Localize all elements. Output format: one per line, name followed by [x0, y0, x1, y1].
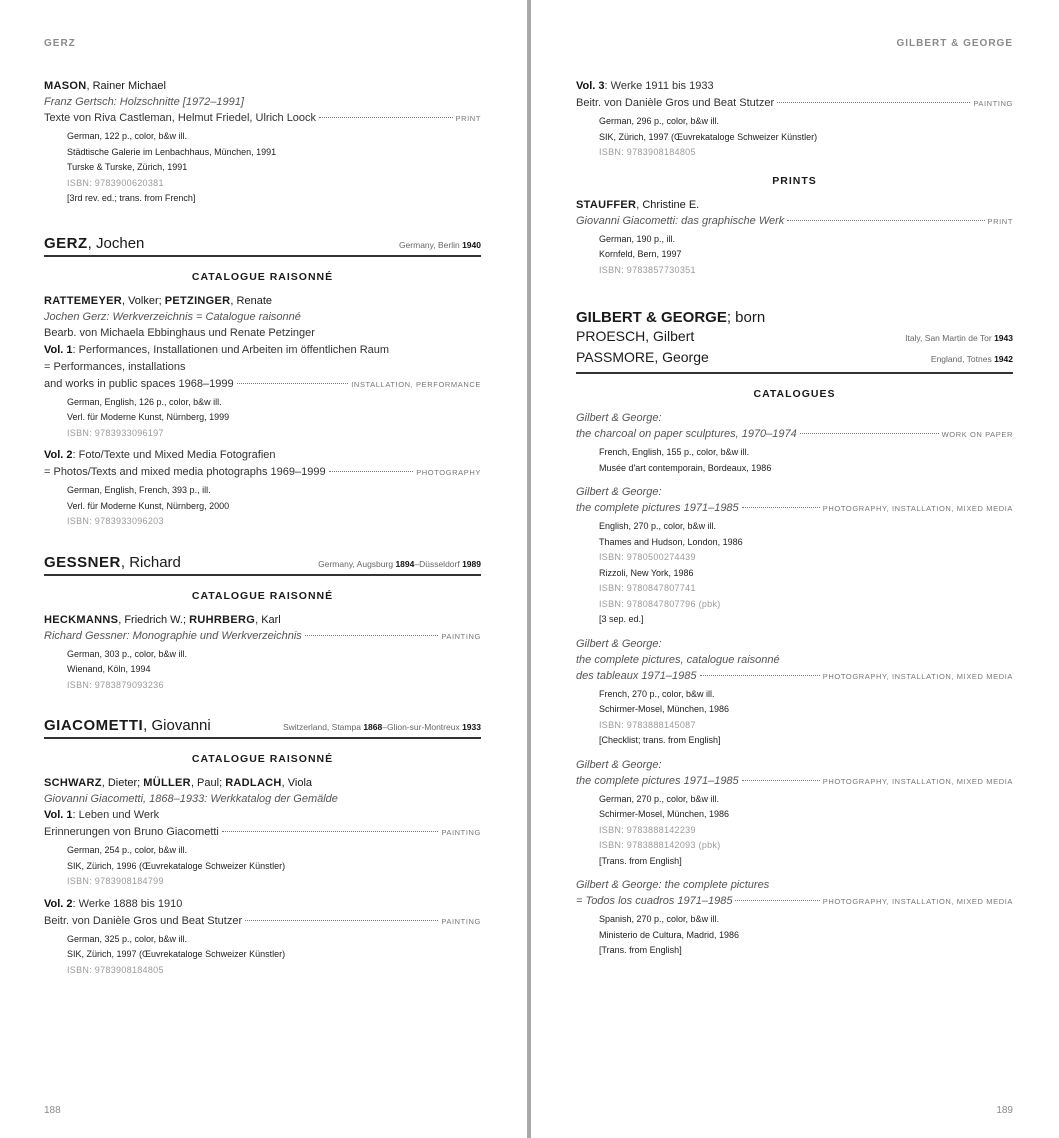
isbn: ISBN: 9783879093236	[67, 679, 164, 690]
left-page	[0, 0, 527, 1138]
entry-details: Spanish, 270 p., color, b&w ill. Ministerio de Cultura, Madrid, 1986 [Trans. from English]	[576, 912, 1013, 959]
medium-tag: PAINTING	[441, 828, 481, 837]
entry-details: German, English, French, 393 p., ill. Verl. für Moderne Kunst, Nürnberg, 2000 ISBN: 9783933096203	[44, 483, 481, 530]
isbn: ISBN: 9783888142093 (pbk)	[599, 840, 721, 850]
medium-tag: PHOTOGRAPHY	[416, 468, 481, 477]
isbn: ISBN: 9783933096197	[67, 427, 164, 438]
medium-tag: PHOTOGRAPHY, INSTALLATION, MIXED MEDIA	[822, 504, 1013, 513]
entry-details: German, English, 126 p., color, b&w ill. Verl. für Moderne Kunst, Nürnberg, 1999 ISBN: 9783933096197	[44, 395, 481, 442]
section-heading: PRINTS	[772, 174, 817, 187]
artist-heading: GILBERT & GEORGE; born PROESCH, Gilbert Italy, San Martin de Tor 1943 PASSMORE, George England, Totnes 1942	[576, 308, 1013, 374]
section-heading: CATALOGUE RAISONNÉ	[191, 270, 334, 283]
right-page	[531, 0, 1059, 1138]
entry-details: German, 190 p., ill. Kornfeld, Bern, 1997 ISBN: 9783857730351	[576, 232, 1013, 279]
artist-name: PASSMORE, George	[576, 349, 709, 365]
entry-author: STAUFFER, Christine E.	[576, 198, 700, 211]
right-content	[576, 78, 1013, 967]
isbn: ISBN: 9783888145087	[599, 719, 696, 730]
catalogue-entry	[576, 197, 1013, 279]
running-head: GILBERT & GEORGE	[896, 38, 1013, 49]
entry-author: RATTEMEYER, Volker; PETZINGER, Renate	[44, 294, 273, 307]
isbn: ISBN: 9783908184799	[67, 876, 164, 886]
entry-title: Giovanni Giacometti, 1868–1933: Werkkatalog der Gemälde	[44, 793, 338, 805]
volume-heading: Vol. 3: Werke 1911 bis 1933	[576, 80, 714, 92]
entry-details: German, 325 p., color, b&w ill. SIK, Zürich, 1997 (Œuvrekataloge Schweizer Künstler) ISBN: 9783908184805	[44, 932, 481, 979]
isbn: ISBN: 9780847807796 (pbk)	[599, 598, 721, 609]
medium-tag: PRINT	[987, 216, 1013, 226]
artist-birth: Germany, Augsburg 1894–Düsseldorf 1989	[318, 558, 481, 569]
catalogue-entry: SCHWARZ, Dieter; MÜLLER, Paul; RADLACH, Viola Giovanni Giacometti, 1868–1933: Werkkatalog der Gemälde Vol. 1: Leben und Werk Erinnerungen von Bruno Giacometti PAINTING German, 254 p., color, b&w ill. SIK, Zürich, 1996 (Œuvrekataloge Schweizer Künstler) ISBN: 9783908184799 Vol. 2: Werke 1888 bis 1910 Beitr. von Danièle Gros und Beat Stutzer PAINTING German, 325 p., color, b&w ill. SIK, Zürich, 1997 (Œuvrekataloge Schweizer Künstler) ISBN: 9783908184805	[44, 775, 481, 978]
section-heading: CATALOGUE RAISONNÉ	[191, 589, 334, 602]
entry-title: Giovanni Giacometti: das graphische Werk PRINT	[576, 213, 1013, 230]
entry-note: [Checklist; trans. from English]	[599, 735, 721, 745]
left-content	[44, 78, 481, 986]
entry-title: Richard Gessner: Monographie und Werkverzeichnis PAINTING	[44, 628, 481, 645]
entry-details: English, 270 p., color, b&w ill. Thames and Hudson, London, 1986 ISBN: 9780500274439 Rizzoli, New York, 1986 ISBN: 9780847807741 ISBN: 9780847807796 (pbk) [3 sep. ed.]	[576, 519, 1013, 628]
entry-details: French, English, 155 p., color, b&w ill. Musée d'art contemporain, Bordeaux, 1986	[599, 447, 772, 473]
entry-title: Jochen Gerz: Werkverzeichnis = Catalogue raisonné	[44, 310, 301, 323]
medium-tag: PAINTING	[973, 99, 1013, 108]
volume-heading: Vol. 1: Performances, Installationen und Arbeiten im öffentlichen Raum	[44, 343, 390, 356]
entry-contributors: Bearb. von Michaela Ebbinghaus und Renate Petzinger	[44, 326, 315, 339]
entry-note: [Trans. from English]	[599, 945, 682, 955]
catalogue-entry: RATTEMEYER, Volker; PETZINGER, Renate Jochen Gerz: Werkverzeichnis = Catalogue raisonné Bearb. von Michaela Ebbinghaus und Renate Petzinger Vol. 1: Performances, Installationen und Arbeiten im öffentlichen Raum = Performances, installations and works in public spaces 1968–1999 INSTALLATION, PERFORMANCE German, English, 126 p., color, b&w ill. Verl. für Moderne Kunst, Nürnberg, 1999 ISBN: 9783933096197 Vol. 2: Foto/Texte und Mixed Media Fotografien = Photos/Texts and mixed media photographs 1969–1999 PHOTOGRAPHY German, English, French, 393 p., ill. Verl. für Moderne Kunst, Nürnberg, 2000 ISBN: 9783933096203	[44, 293, 481, 530]
catalogue-entry: Gilbert & George: the complete pictures 1971–1985 PHOTOGRAPHY, INSTALLATION, MIXED MEDIA English, 270 p., color, b&w ill. Thames and Hudson, London, 1986 ISBN: 9780500274439 Rizzoli, New York, 1986 ISBN: 9780847807741 ISBN: 9780847807796 (pbk) [3 sep. ed.]	[576, 484, 1013, 628]
running-head: GERZ	[44, 38, 76, 49]
artist-heading: GESSNER, Richard Germany, Augsburg 1894–Düsseldorf 1989	[44, 554, 481, 576]
volume-heading: Vol. 1: Leben und Werk	[44, 809, 160, 821]
isbn: ISBN: 9783857730351	[599, 264, 696, 275]
medium-tag: PHOTOGRAPHY, INSTALLATION, MIXED MEDIA	[822, 776, 1013, 786]
entry-details: German, 270 p., color, b&w ill. Schirmer-Mosel, München, 1986 ISBN: 9783888142239 ISBN: 9783888142093 (pbk) [Trans. from English]	[576, 792, 1013, 870]
medium-tag: INSTALLATION, PERFORMANCE	[351, 379, 481, 389]
entry-author: HECKMANNS, Friedrich W.; RUHRBERG, Karl	[44, 613, 281, 626]
artist-birth: Switzerland, Stampa 1868–Glion-sur-Montreux 1933	[282, 722, 481, 732]
entry-details: German, 122 p., color, b&w ill. Städtische Galerie im Lenbachhaus, München, 1991 Turske & Turske, Zürich, 1991 ISBN: 9783900620381 [3rd rev. ed.; trans. from French]	[44, 129, 481, 207]
artist-birth: England, Totnes 1942	[930, 354, 1013, 364]
section-heading: CATALOGUE RAISONNÉ	[191, 753, 334, 765]
medium-tag: PAINTING	[441, 631, 481, 641]
page-number: 188	[44, 1105, 61, 1116]
medium-tag: PHOTOGRAPHY, INSTALLATION, MIXED MEDIA	[822, 897, 1013, 906]
medium-tag: PRINT	[455, 114, 481, 123]
medium-tag: WORK ON PAPER	[941, 430, 1013, 439]
entry-details: German, 303 p., color, b&w ill. Wienand, Köln, 1994 ISBN: 9783879093236	[44, 647, 481, 694]
entry-details: French, 270 p., color, b&w ill. Schirmer-Mosel, München, 1986 ISBN: 9783888145087 [Checklist; trans. from English]	[576, 687, 1013, 749]
entry-details: German, 296 p., color, b&w ill. SIK, Zürich, 1997 (Œuvrekataloge Schweizer Künstler) ISBN: 9783908184805	[576, 114, 1013, 161]
section-heading: CATALOGUES	[753, 388, 836, 400]
entry-note: [3rd rev. ed.; trans. from French]	[67, 193, 196, 203]
volume-heading: Vol. 2: Werke 1888 bis 1910	[44, 897, 183, 910]
volume-heading: Vol. 2: Foto/Texte und Mixed Media Fotografien	[44, 449, 276, 461]
isbn: ISBN: 9783888142239	[599, 824, 696, 835]
entry-contributors: Texte von Riva Castleman, Helmut Friedel, Ulrich Loock PRINT	[44, 110, 481, 127]
catalogue-entry: Gilbert & George: the charcoal on paper sculptures, 1970–1974 WORK ON PAPER French, English, 155 p., color, b&w ill. Musée d'art contemporain, Bordeaux, 1986	[576, 410, 1013, 476]
medium-tag: PHOTOGRAPHY, INSTALLATION, MIXED MEDIA	[822, 671, 1013, 681]
isbn: ISBN: 9780500274439	[599, 552, 696, 562]
medium-tag: PAINTING	[441, 916, 481, 926]
isbn: ISBN: 9783900620381	[67, 177, 164, 188]
catalogue-entry: Gilbert & George: the complete pictures, catalogue raisonné des tableaux 1971–1985 PHOTOGRAPHY, INSTALLATION, MIXED MEDIA French, 270 p., color, b&w ill. Schirmer-Mosel, München, 1986 ISBN: 9783888145087 [Checklist; trans. from English]	[576, 636, 1013, 749]
entry-title: Franz Gertsch: Holzschnitte [1972–1991]	[44, 96, 244, 108]
catalogue-entry	[44, 612, 481, 694]
catalogue-entry	[44, 78, 481, 207]
artist-name: PROESCH, Gilbert	[576, 328, 695, 344]
catalogue-entry: Gilbert & George: the complete pictures = Todos los cuadros 1971–1985 PHOTOGRAPHY, INSTALLATION, MIXED MEDIA Spanish, 270 p., color, b&w ill. Ministerio de Cultura, Madrid, 1986 [Trans. from English]	[576, 877, 1013, 959]
entry-note: [3 sep. ed.]	[599, 614, 644, 624]
artist-birth: Italy, San Martin de Tor 1943	[905, 333, 1013, 343]
isbn: ISBN: 9780847807741	[599, 583, 696, 593]
catalogue-entry: Vol. 3: Werke 1911 bis 1933 Beitr. von Danièle Gros und Beat Stutzer PAINTING German, 296 p., color, b&w ill. SIK, Zürich, 1997 (Œuvrekataloge Schweizer Künstler) ISBN: 9783908184805	[576, 78, 1013, 161]
isbn: ISBN: 9783908184805	[599, 147, 696, 157]
page-number: 189	[996, 1105, 1013, 1116]
catalogue-entry: Gilbert & George: the complete pictures 1971–1985 PHOTOGRAPHY, INSTALLATION, MIXED MEDIA German, 270 p., color, b&w ill. Schirmer-Mosel, München, 1986 ISBN: 9783888142239 ISBN: 9783888142093 (pbk) [Trans. from English]	[576, 757, 1013, 870]
entry-author: MASON, Rainer Michael	[44, 80, 166, 92]
artist-birth: Germany, Berlin 1940	[398, 239, 481, 250]
artist-heading: GIACOMETTI, Giovanni Switzerland, Stampa 1868–Glion-sur-Montreux 1933	[44, 717, 481, 739]
entry-details: German, 254 p., color, b&w ill. SIK, Zürich, 1996 (Œuvrekataloge Schweizer Künstler) ISBN: 9783908184799	[44, 843, 481, 890]
artist-heading: GERZ, Jochen Germany, Berlin 1940	[44, 235, 481, 257]
isbn: ISBN: 9783908184805	[67, 964, 164, 975]
entry-author: SCHWARZ, Dieter; MÜLLER, Paul; RADLACH, Viola	[44, 777, 313, 789]
isbn: ISBN: 9783933096203	[67, 516, 164, 526]
entry-note: [Trans. from English]	[599, 855, 682, 866]
